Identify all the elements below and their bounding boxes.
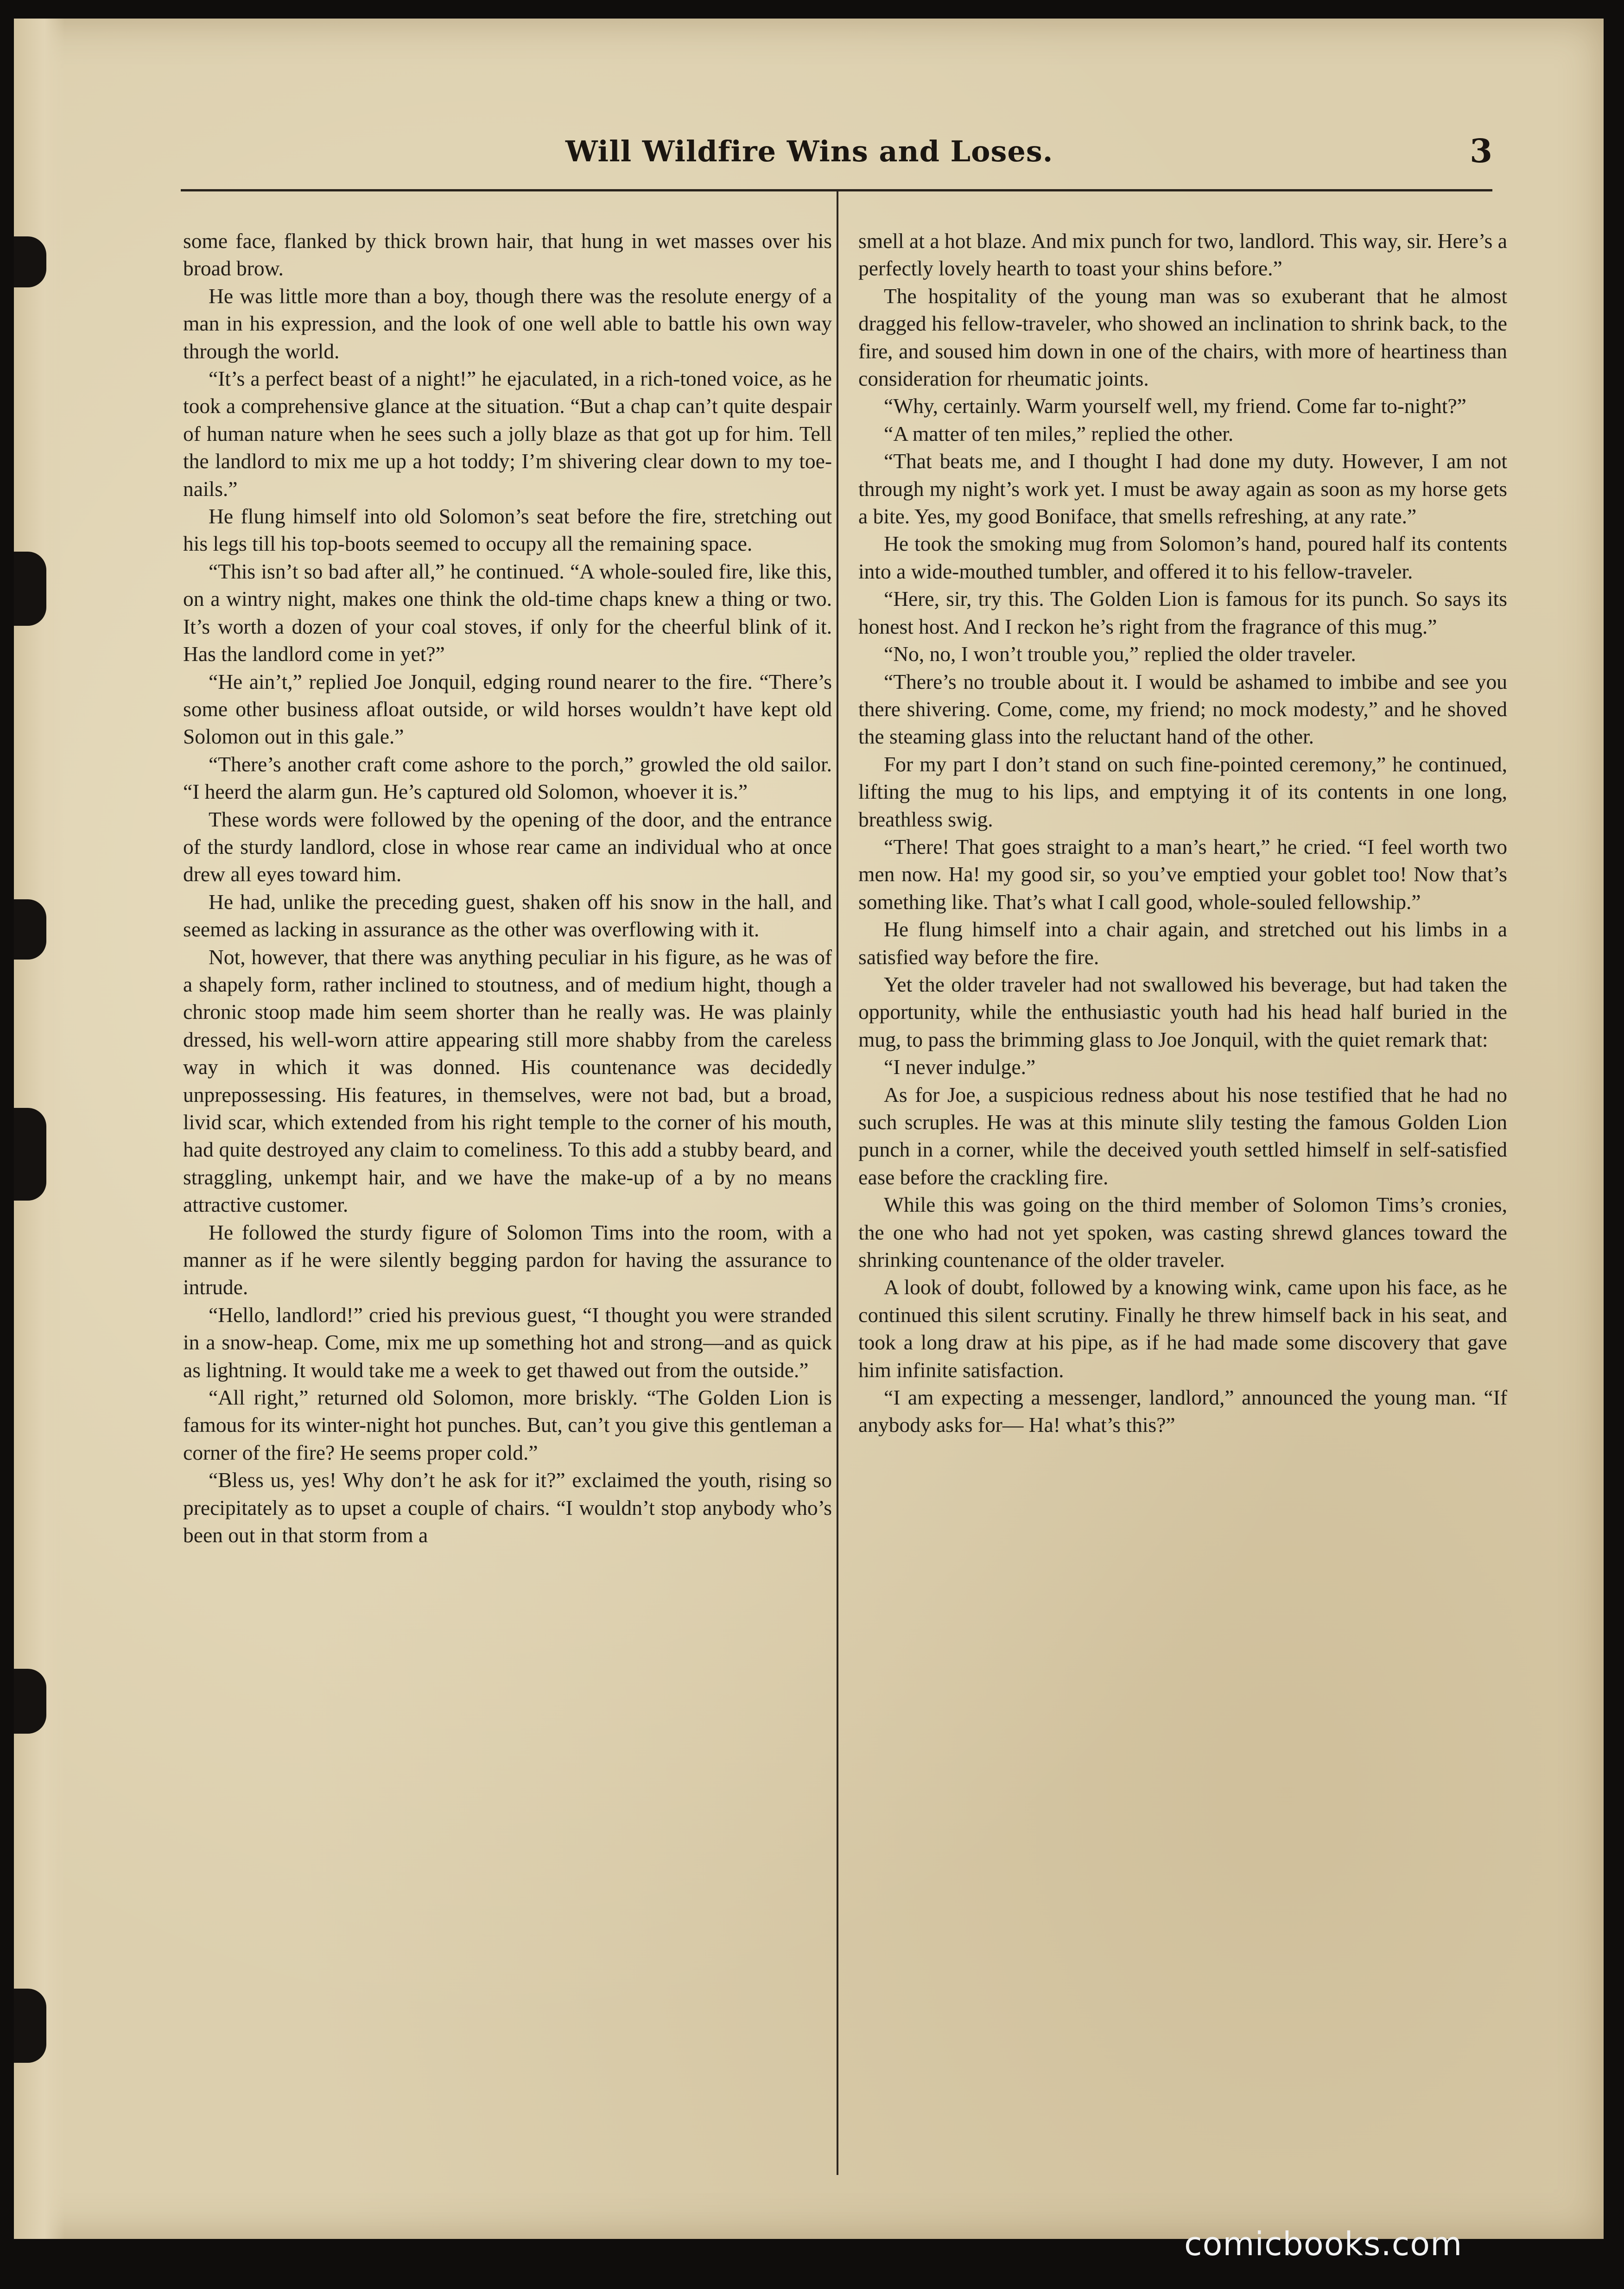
paragraph: “Here, sir, try this. The Golden Lion is famous for its punch. So says its honest host. And I reckon he’s right from the fragrance of this mug.” bbox=[858, 587, 1507, 638]
paragraph: He followed the sturdy figure of Solomon Tims into the room, with a manner as if he were silently begging pardon for having the assurance to intrude. bbox=[183, 1220, 832, 1299]
paragraph: “There! That goes straight to a man’s heart,” he cried. “I feel worth two men now. Ha! my good sir, so you’ve emptied your goblet too! Now that’s something like. That’s what I call good, whole-souled fellowship.” bbox=[858, 834, 1507, 914]
paragraph: As for Joe, a suspicious redness about his nose testified that he had no such scruples. He was at this minute slily testing the famous Golden Lion punch in a corner, while the deceived youth settled himself in self-satisfied ease before the crackling fire. bbox=[858, 1082, 1507, 1189]
paragraph: some face, flanked by thick brown hair, that hung in wet masses over his broad brow. bbox=[183, 229, 832, 280]
paragraph: “I am expecting a messenger, landlord,” announced the young man. “If anybody asks for— Ha! what’s this?” bbox=[858, 1386, 1507, 1437]
binding-tear bbox=[14, 1989, 46, 2063]
paragraph: “A matter of ten miles,” replied the other. bbox=[884, 421, 1234, 445]
paragraph: For my part I don’t stand on such fine-pointed ceremony,” he continued, lifting the mug to his lips, and emptying it of its contents in one long, breathless swig. bbox=[858, 752, 1507, 831]
paragraph: “No, no, I won’t trouble you,” replied the older traveler. bbox=[884, 642, 1356, 666]
paragraph: He took the smoking mug from Solomon’s hand, poured half its contents into a wide-mouthed tumbler, and offered it to his fellow-traveler. bbox=[858, 532, 1507, 583]
watermark: comicbooks.com bbox=[1184, 2225, 1463, 2263]
running-title: Will Wildfire Wins and Loses. bbox=[565, 134, 1053, 168]
paragraph: “I never indulge.” bbox=[884, 1055, 1036, 1079]
column-divider bbox=[837, 191, 838, 2175]
paragraph: “Why, certainly. Warm yourself well, my friend. Come far to-night?” bbox=[884, 394, 1466, 418]
paragraph: He was little more than a boy, though there was the resolute energy of a man in his expression, and the look of one well able to battle his own way through the world. bbox=[183, 284, 832, 363]
left-column bbox=[183, 227, 832, 2188]
binding-tear bbox=[14, 899, 46, 960]
paragraph: “He ain’t,” replied Joe Jonquil, edging round nearer to the fire. “There’s some other business afloat outside, or wild horses wouldn’t have kept old Solomon out in this gale.” bbox=[183, 669, 832, 749]
right-column bbox=[858, 227, 1507, 2188]
paragraph: “Bless us, yes! Why don’t he ask for it?” exclaimed the youth, rising so precipitately as to upset a couple of chairs. “I wouldn’t stop anybody who’s been out in that storm from a bbox=[183, 1468, 832, 1547]
magazine-page bbox=[14, 19, 1604, 2239]
paragraph: “That beats me, and I thought I had done my duty. However, I am not through my night’s work yet. I must be away again as soon as my horse gets a bite. Yes, my good Boniface, that smells refreshing, at any rate.” bbox=[858, 449, 1507, 528]
binding-tear bbox=[14, 552, 46, 626]
paragraph: “All right,” returned old Solomon, more briskly. “The Golden Lion is famous for its winter-night hot punches. But, can’t you give this gentleman a corner of the fire? He seems proper cold.” bbox=[183, 1386, 832, 1464]
paragraph: He flung himself into old Solomon’s seat before the fire, stretching out his legs till his top-boots seemed to occupy all the remaining space. bbox=[183, 504, 832, 556]
paragraph: A look of doubt, followed by a knowing wink, came upon his face, as he continued this silent scrutiny. Finally he threw himself back in his seat, and took a long draw at his pipe, as if he had made some discovery that gave him infinite satisfaction. bbox=[858, 1275, 1507, 1382]
paragraph: The hospitality of the young man was so exuberant that he almost dragged his fellow-traveler, who showed an inclination to shrink back, to the fire, and soused him down in one of the chairs, with more of heartiness than consideration for rheumatic joints. bbox=[858, 284, 1507, 391]
paragraph: “It’s a perfect beast of a night!” he ejaculated, in a rich-toned voice, as he took a comprehensive glance at the situation. “But a chap can’t quite despair of human nature when he sees such a jolly blaze as that got up for him. Tell the landlord to mix me up a hot toddy; I’m shivering clear down to my toe-nails.” bbox=[183, 367, 832, 501]
binding-tear bbox=[14, 236, 46, 287]
paragraph: While this was going on the third member of Solomon Tims’s cronies, the one who had not yet spoken, was casting shrewd glances toward the shrinking countenance of the older traveler. bbox=[858, 1193, 1507, 1272]
paragraph: These words were followed by the opening of the door, and the entrance of the sturdy landlord, close in whose rear came an individual who at once drew all eyes toward him. bbox=[183, 807, 832, 886]
binding-tear bbox=[14, 1669, 46, 1734]
paragraph: Not, however, that there was anything peculiar in his figure, as he was of a shapely form, rather inclined to stoutness, and of medium hight, though a chronic stoop made him seem shorter than he really was. He was plainly dressed, his well-worn attire appearing still more shabby from the careless way in which it was donned. His countenance was decidedly unprepossessing. His features, in themselves, were not bad, but a broad, livid scar, which extended from his right temple to the corner of his mouth, had quite destroyed any claim to comeliness. To this add a stubby beard, and straggling, unkempt hair, and we have the make-up of a by no means attractive customer. bbox=[183, 945, 832, 1217]
paragraph: “There’s no trouble about it. I would be ashamed to imbibe and see you there shivering. Come, come, my friend; no mock modesty,” and he shoved the steaming glass into the reluctant hand of the other. bbox=[858, 669, 1507, 749]
paragraph: smell at a hot blaze. And mix punch for two, landlord. This way, sir. Here’s a perfectly lovely hearth to toast your shins before.” bbox=[858, 229, 1507, 280]
paragraph: “Hello, landlord!” cried his previous guest, “I thought you were stranded in a snow-heap. Come, mix me up something hot and strong—and as quick as lightning. It would take me a week to get thawed out from the outside.” bbox=[183, 1303, 832, 1382]
binding-tear bbox=[14, 1108, 46, 1201]
running-header bbox=[181, 125, 1492, 181]
paragraph: “There’s another craft come ashore to the porch,” growled the old sailor. “I heerd the alarm gun. He’s captured old Solomon, whoever it is.” bbox=[183, 752, 832, 804]
paragraph: Yet the older traveler had not swallowed his beverage, but had taken the opportunity, while the enthusiastic youth had his head half buried in the mug, to pass the brimming glass to Joe Jonquil, with the quiet remark that: bbox=[858, 972, 1507, 1051]
paragraph: He had, unlike the preceding guest, shaken off his snow in the hall, and seemed as lacking in assurance as the other was overflowing with it. bbox=[183, 890, 832, 941]
page-number: 3 bbox=[1470, 132, 1492, 170]
paragraph: “This isn’t so bad after all,” he continued. “A whole-souled fire, like this, on a wintry night, makes one think the old-time chaps knew a thing or two. It’s worth a dozen of your coal stoves, if only for the cheerful blink of it. Has the landlord come in yet?” bbox=[183, 559, 832, 666]
paragraph: He flung himself into a chair again, and stretched out his limbs in a satisfied way before the fire. bbox=[858, 917, 1507, 969]
